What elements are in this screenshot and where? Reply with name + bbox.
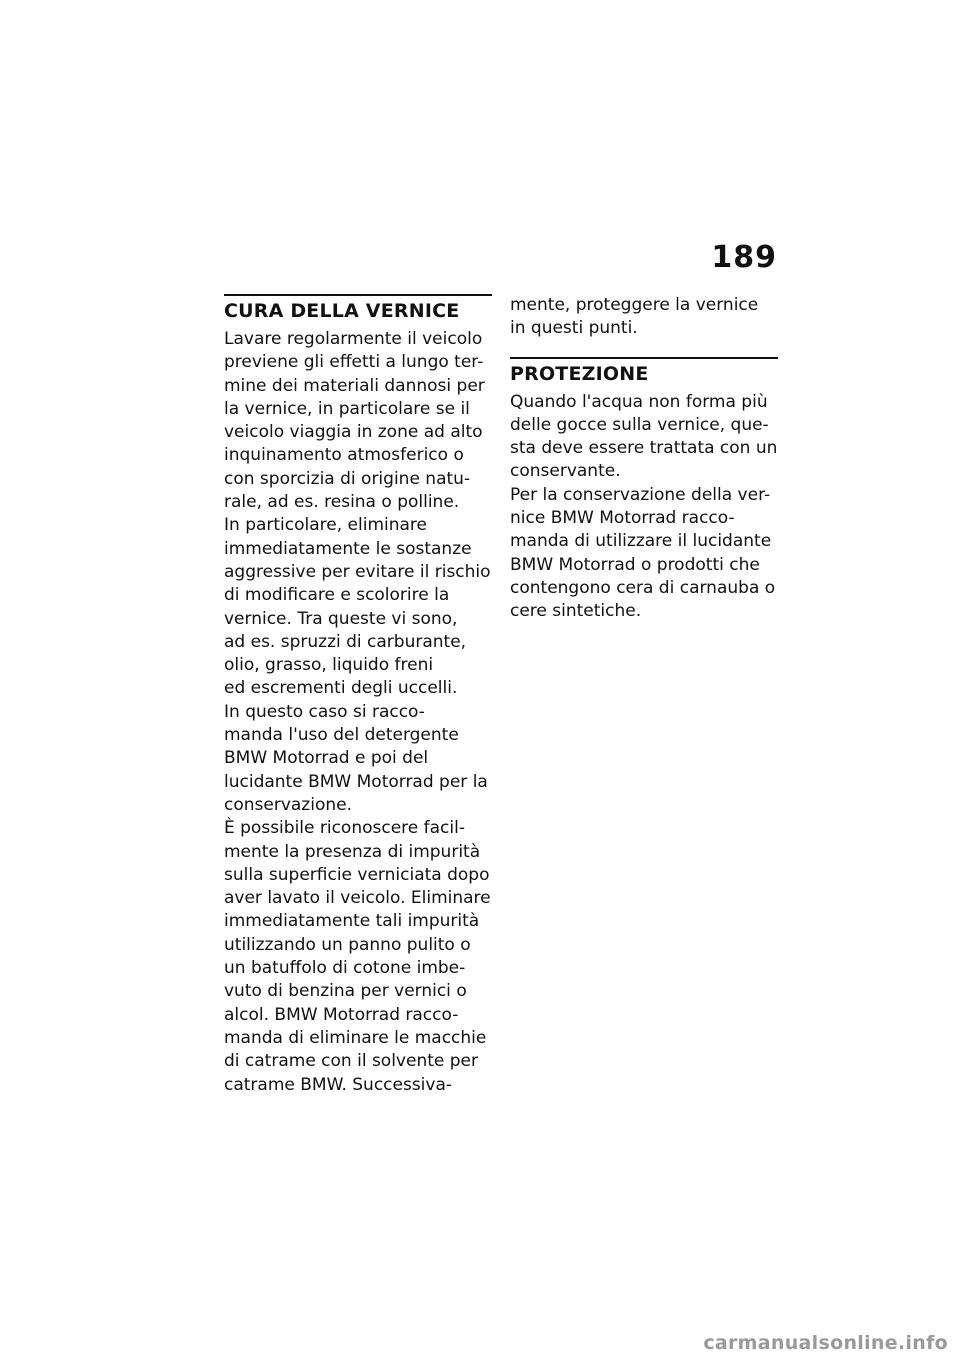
text-line: previene gli effetti a lungo ter- xyxy=(224,352,484,373)
section-divider xyxy=(224,294,492,296)
text-line: lucidante BMW Motorrad per la xyxy=(224,771,488,792)
text-line: aver lavato il veicolo. Eliminare xyxy=(224,888,491,909)
text-line: in questi punti. xyxy=(510,318,638,339)
section-heading-protezione: PROTEZIONE xyxy=(510,362,649,385)
text-line: conservante. xyxy=(510,461,621,482)
text-line: veicolo viaggia in zone ad alto xyxy=(224,422,483,443)
text-line: la vernice, in particolare se il xyxy=(224,398,470,419)
text-line: vuto di benzina per vernici o xyxy=(224,981,467,1002)
text-line: Quando l'acqua non forma più xyxy=(510,391,768,412)
text-line: In questo caso si racco- xyxy=(224,701,425,722)
text-line: ed escrementi degli uccelli. xyxy=(224,678,458,699)
text-line: È possibile riconoscere facil- xyxy=(224,818,465,839)
text-line: manda l'uso del detergente xyxy=(224,725,459,746)
text-line: sulla superficie verniciata dopo xyxy=(224,864,490,885)
text-line: con sporcizia di origine natu- xyxy=(224,468,471,489)
text-line: nice BMW Motorrad racco- xyxy=(510,508,735,529)
text-line: BMW Motorrad e poi del xyxy=(224,748,429,769)
text-line: vernice. Tra queste vi sono, xyxy=(224,608,458,629)
section-divider xyxy=(510,357,778,359)
text-line: olio, grasso, liquido freni xyxy=(224,655,434,676)
text-line: aggressive per evitare il rischio xyxy=(224,561,491,582)
text-line: mente, proteggere la vernice xyxy=(510,295,759,315)
text-line: conservazione. xyxy=(224,794,352,815)
text-line: un batuffolo di cotone imbe- xyxy=(224,958,466,979)
text-line: contengono cera di carnauba o xyxy=(510,577,776,598)
text-line: utilizzando un panno pulito o xyxy=(224,934,471,955)
right-column xyxy=(510,294,778,624)
text-line: manda di utilizzare il lucidante xyxy=(510,531,772,552)
text-line: rale, ad es. resina o polline. xyxy=(224,492,460,513)
text-line: cere sintetiche. xyxy=(510,601,642,622)
left-body-text xyxy=(224,328,492,1097)
text-line: di modificare e scolorire la xyxy=(224,585,450,606)
text-line: BMW Motorrad o prodotti che xyxy=(510,554,760,575)
text-line: sta deve essere trattata con un xyxy=(510,438,778,459)
text-line: immediatamente tali impurità xyxy=(224,911,480,932)
section-heading-cura: CURA DELLA VERNICE xyxy=(224,300,460,322)
footer-watermark: carmanualsonline.info xyxy=(703,1332,948,1354)
text-line: manda di eliminare le macchie xyxy=(224,1027,487,1048)
text-line: catrame BMW. Successiva- xyxy=(224,1074,453,1095)
text-line: ad es. spruzzi di carburante, xyxy=(224,631,467,652)
page-number: 189 xyxy=(711,240,777,275)
right-body-text xyxy=(510,391,778,624)
right-lead-text xyxy=(510,294,778,341)
text-line: In particolare, eliminare xyxy=(224,515,428,536)
text-line: inquinamento atmosferico o xyxy=(224,445,464,466)
text-line: Per la conservazione della ver- xyxy=(510,484,771,505)
text-line: delle gocce sulla vernice, que- xyxy=(510,414,769,435)
left-column xyxy=(224,294,492,1097)
text-line: mente la presenza di impurità xyxy=(224,841,481,862)
text-line: mine dei materiali dannosi per xyxy=(224,375,485,396)
text-line: alcol. BMW Motorrad racco- xyxy=(224,1004,459,1025)
text-line: immediatamente le sostanze xyxy=(224,538,472,559)
text-line: di catrame con il solvente per xyxy=(224,1051,478,1072)
text-line: Lavare regolarmente il veicolo xyxy=(224,329,483,349)
